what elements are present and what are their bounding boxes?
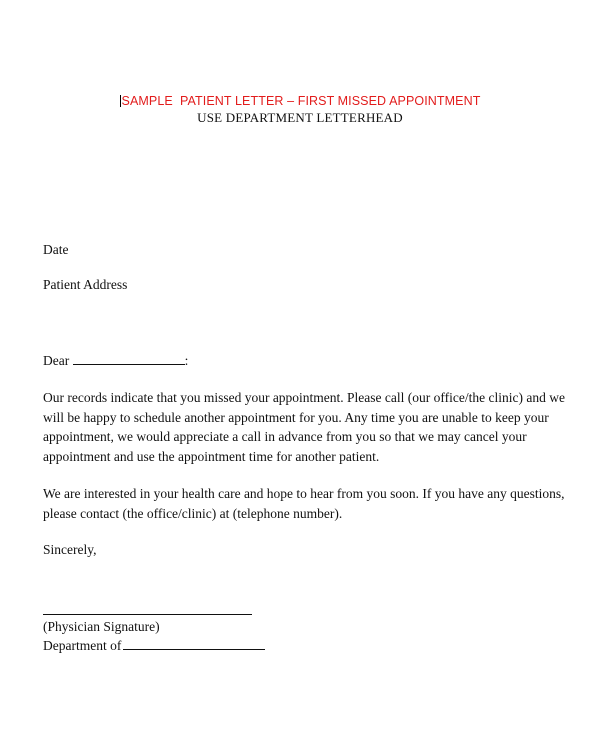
letterhead-instruction: USE DEPARTMENT LETTERHEAD <box>197 110 403 125</box>
department-name-blank[interactable] <box>123 637 265 650</box>
salutation-colon: : <box>184 353 189 368</box>
department-label: Department of <box>43 638 122 653</box>
paragraph-line: appointment and use the appointment time for another patient. <box>43 448 380 464</box>
paragraph-line: will be happy to schedule another appointment for you. Any time you are unable to keep your <box>43 409 549 425</box>
paragraph-line: please contact (the office/clinic) at (telephone number). <box>43 505 343 521</box>
signature-caption: (Physician Signature) <box>43 619 160 634</box>
paragraph-missed-appointment <box>43 388 573 466</box>
salutation-text: Dear <box>43 353 70 368</box>
paragraph-line: We are interested in your health care and hope to hear from you soon. If you have any questions, <box>43 486 565 501</box>
paragraph-contact <box>43 484 573 523</box>
closing-text: Sincerely, <box>43 542 97 557</box>
signature-line[interactable] <box>43 614 252 615</box>
sample-letter-title-text: SAMPLE PATIENT LETTER – FIRST MISSED APPOINTMENT <box>121 94 481 108</box>
paragraph-line: Our records indicate that you missed your appointment. Please call (our office/the clinic) and we <box>43 390 565 405</box>
sample-letter-title <box>0 94 600 108</box>
paragraph-line: appointment, we would appreciate a call in advance from you so that we may cancel your <box>43 429 527 445</box>
text-cursor <box>120 95 121 107</box>
department-line <box>43 636 265 656</box>
patient-address-label: Patient Address <box>43 277 128 292</box>
salutation-line <box>43 351 188 371</box>
recipient-name-blank[interactable] <box>73 352 185 365</box>
date-field-label: Date <box>43 242 69 257</box>
